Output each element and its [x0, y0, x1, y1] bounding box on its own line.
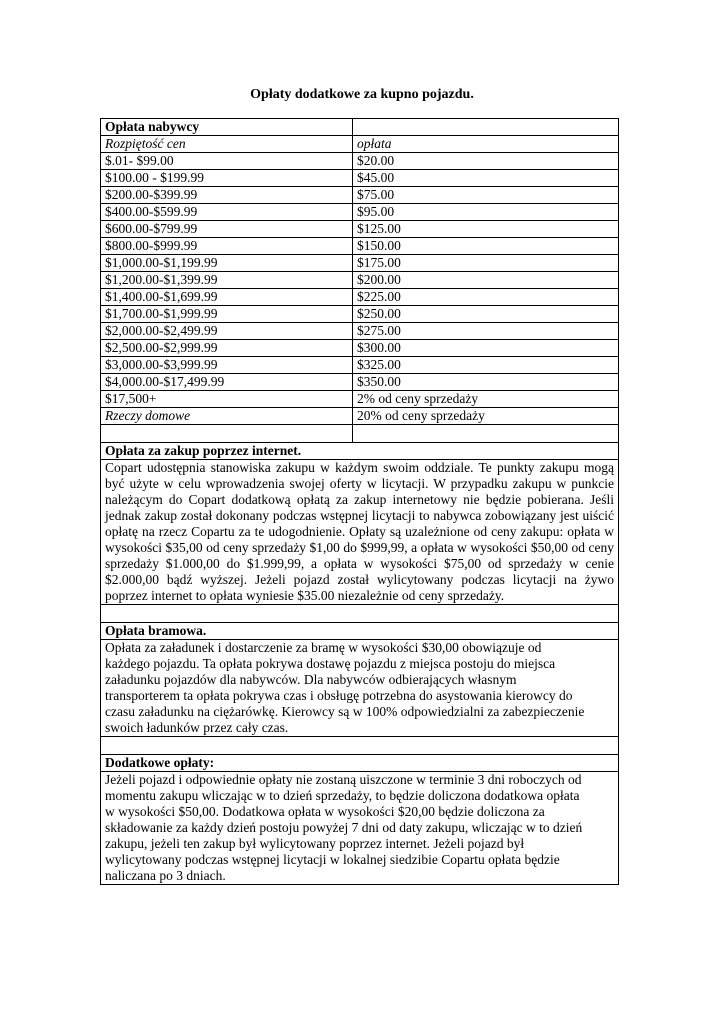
fee-row [101, 391, 619, 408]
fee-amount-cell: $20.00 [353, 153, 619, 170]
gate-line: transporterem ta opłata pokrywa czas i obsługę potrzebna do asystowania kierowcy do [105, 688, 573, 703]
price-range-label: Rozpiętość cen [101, 136, 353, 153]
additional-line: składowanie za każdy dzień postoju powyżej 7 dni od daty zakupu, wliczając w to dzień [105, 820, 583, 835]
price-range-cell: $800.00-$999.99 [101, 238, 353, 255]
price-range-cell: $.01- $99.00 [101, 153, 353, 170]
price-range-cell: $2,000.00-$2,499.99 [101, 323, 353, 340]
fee-row [101, 204, 619, 221]
fee-row [101, 238, 619, 255]
table-header-row [101, 119, 619, 136]
fee-amount-cell: $125.00 [353, 221, 619, 238]
gate-heading-row [101, 623, 619, 640]
price-range-cell: $200.00-$399.99 [101, 187, 353, 204]
spacer-cell [353, 425, 619, 443]
price-range-cell: $100.00 - $199.99 [101, 170, 353, 187]
additional-line: momentu zakupu wliczając w to dzień sprzedaży, to będzie doliczona dodatkowa opłata [105, 788, 580, 803]
fee-row [101, 170, 619, 187]
household-label: Rzeczy domowe [101, 408, 353, 425]
fees-table [100, 118, 619, 885]
price-range-cell: $600.00-$799.99 [101, 221, 353, 238]
spacer-cell [101, 737, 619, 755]
price-range-cell: $1,200.00-$1,399.99 [101, 272, 353, 289]
internet-fee-heading: Opłata za zakup poprzez internet. [101, 443, 619, 460]
fee-row [101, 374, 619, 391]
price-range-cell: $400.00-$599.99 [101, 204, 353, 221]
additional-heading-row [101, 755, 619, 772]
gate-body-row [101, 640, 619, 737]
fee-amount-cell: $95.00 [353, 204, 619, 221]
fee-row [101, 187, 619, 204]
fee-amount-cell: $175.00 [353, 255, 619, 272]
fee-amount-cell: $300.00 [353, 340, 619, 357]
gate-line: Opłata za załadunek i dostarczenie za bramę w wysokości $30,00 obowiązuje od [105, 640, 542, 655]
gate-fee-text [101, 640, 619, 737]
column-labels-row [101, 136, 619, 153]
fee-row [101, 255, 619, 272]
gate-line: każdego pojazdu. Ta opłata pokrywa dostawę pojazdu z miejsca postoju do miejsca [105, 656, 556, 671]
fee-amount-cell: 2% od ceny sprzedaży [353, 391, 619, 408]
additional-line: zakupu, jeżeli ten zakup był wylicytowany poprzez internet. Jeżeli pojazd był [105, 836, 525, 851]
fee-amount-cell: $275.00 [353, 323, 619, 340]
fee-row [101, 323, 619, 340]
spacer-cell [101, 605, 619, 623]
fee-label: opłata [353, 136, 619, 153]
gate-fee-heading: Opłata bramowa. [101, 623, 619, 640]
document-title: Opłaty dodatkowe za kupno pojazdu. [250, 87, 474, 102]
spacer-row [101, 737, 619, 755]
fee-amount-cell: $325.00 [353, 357, 619, 374]
price-range-cell: $1,700.00-$1,999.99 [101, 306, 353, 323]
additional-line: w wysokości $50,00. Dodatkowa opłata w wysokości $20,00 będzie doliczona za [105, 804, 545, 819]
fee-amount-cell: $45.00 [353, 170, 619, 187]
internet-body-row [101, 460, 619, 605]
fee-row [101, 221, 619, 238]
gate-line: swoich ładunków przez cały czas. [105, 720, 289, 735]
buyer-fee-header: Opłata nabywcy [101, 119, 353, 136]
additional-fee-text [101, 772, 619, 885]
price-range-cell: $1,400.00-$1,699.99 [101, 289, 353, 306]
fee-row [101, 153, 619, 170]
price-range-cell: $4,000.00-$17,499.99 [101, 374, 353, 391]
spacer-row [101, 605, 619, 623]
price-range-cell: $2,500.00-$2,999.99 [101, 340, 353, 357]
fee-amount-cell: $150.00 [353, 238, 619, 255]
price-range-cell: $1,000.00-$1,199.99 [101, 255, 353, 272]
fee-row [101, 306, 619, 323]
spacer-cell [101, 425, 353, 443]
fee-amount-cell: $75.00 [353, 187, 619, 204]
fee-row [101, 340, 619, 357]
price-range-cell: $17,500+ [101, 391, 353, 408]
additional-fee-heading: Dodatkowe opłaty: [101, 755, 619, 772]
additional-line: Jeżeli pojazd i odpowiednie opłaty nie zostaną uiszczone w terminie 3 dni roboczych od [105, 772, 582, 787]
fee-amount-cell: $350.00 [353, 374, 619, 391]
gate-line: czasu załadunku na ciężarówkę. Kierowcy są w 100% odpowiedzialni za zabezpieczenie [105, 704, 585, 719]
fee-amount-cell: $250.00 [353, 306, 619, 323]
fee-row [101, 357, 619, 374]
additional-line: wylicytowany podczas wstępnej licytacji w lokalnej siedzibie Copartu opłata będzie [105, 852, 560, 867]
fee-row [101, 272, 619, 289]
household-row [101, 408, 619, 425]
fee-amount-cell: $225.00 [353, 289, 619, 306]
fee-row [101, 289, 619, 306]
spacer-row [101, 425, 619, 443]
price-range-cell: $3,000.00-$3,999.99 [101, 357, 353, 374]
additional-body-row [101, 772, 619, 885]
gate-line: załadunku pojazdów dla nabywców. Dla nabywców odbierających własnym [105, 672, 517, 687]
internet-fee-text: Copart udostępnia stanowiska zakupu w każdym swoim oddziale. Te punkty zakupu mogą być użyte w celu wprowadzenia swojej oferty w licytacji. W przypadku zakupu w punkcie należącym do Copart dodatkową opłatą za zakup internetowy nie będzie pobierana. Jeśli jednak zakup został dokonany podczas wstępnej licytacji to nabywca zobowiązany jest uiścić opłatę na rzecz Copartu za te udogodnienie. Opłaty są uzależnione od ceny zakupu: opłata w wysokości $35,00 od ceny sprzedaży $1,00 do $999,99, a opłata w wysokości $50,00 od ceny sprzedaży $1.000,00 do $1.999,99, a opłata w wysokości $75,00 od sprzedaży w cenie $2.000,00 bądź wyższej. Jeżeli pojazd został wylicytowany podczas licytacji na żywo poprzez internet to opłata wyniesie $35.00 niezależnie od ceny sprzedaży. [101, 460, 619, 605]
header-empty-cell [353, 119, 619, 136]
internet-heading-row [101, 443, 619, 460]
additional-line: naliczana po 3 dniach. [105, 868, 226, 883]
household-fee: 20% od ceny sprzedaży [353, 408, 619, 425]
fee-amount-cell: $200.00 [353, 272, 619, 289]
